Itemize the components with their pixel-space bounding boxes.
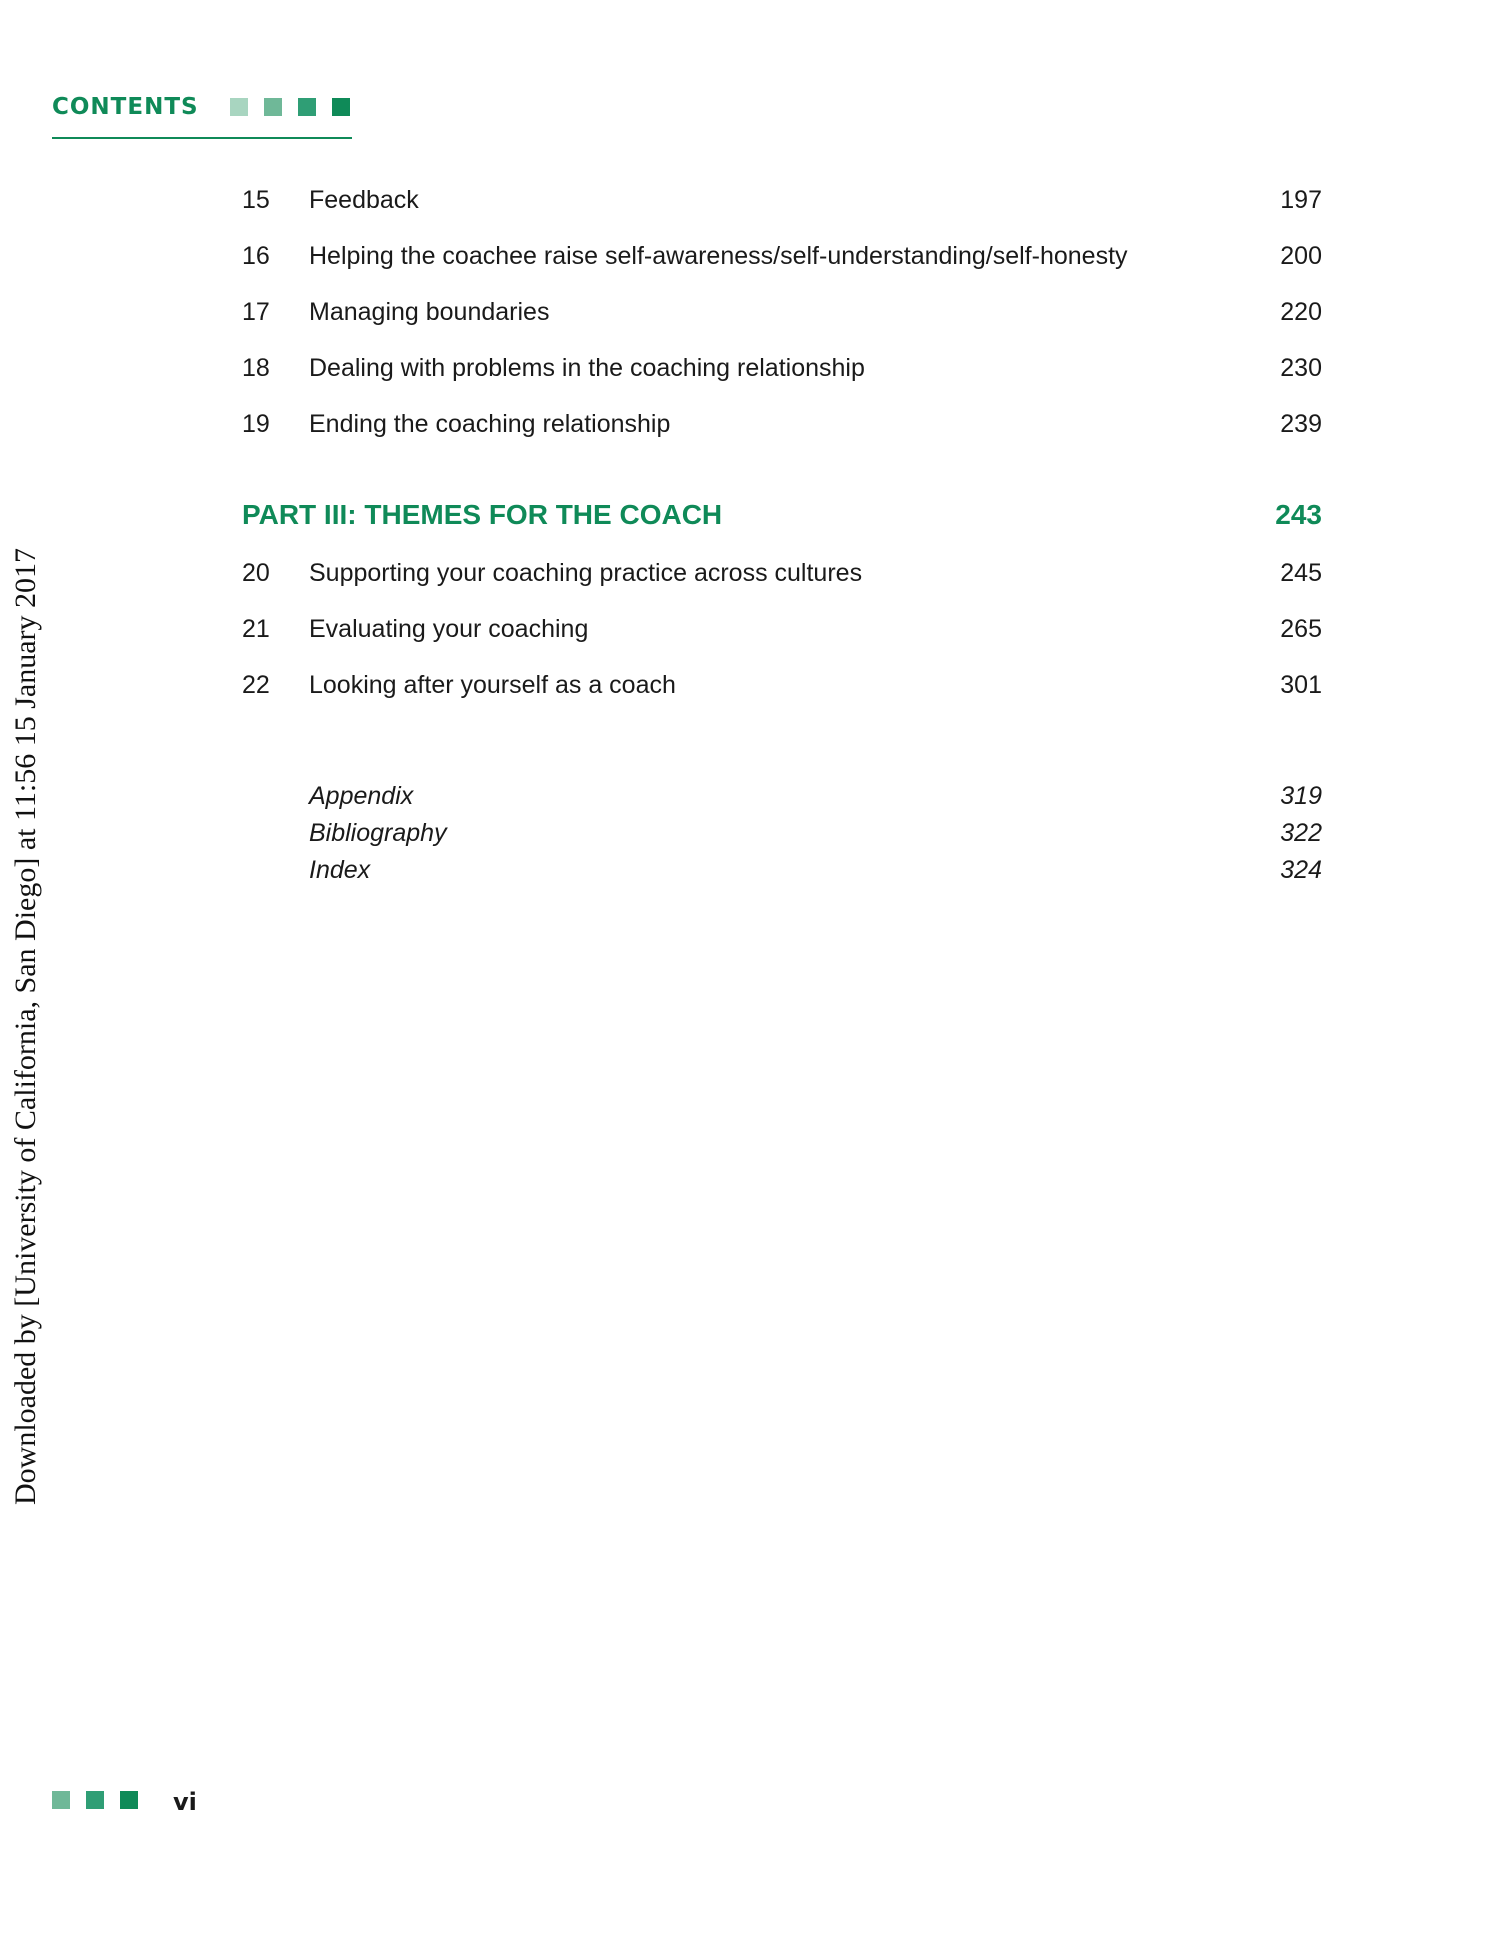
chapter-title: Ending the coaching relationship	[309, 410, 671, 438]
toc-entry[interactable]	[242, 294, 1322, 330]
toc-entry[interactable]	[242, 406, 1322, 442]
toc-entry[interactable]	[242, 182, 1322, 218]
chapter-number: 20	[242, 559, 270, 587]
header-divider	[52, 137, 352, 139]
chapter-number: 18	[242, 354, 270, 382]
page-number: 200	[1280, 242, 1322, 270]
chapter-title: Evaluating your coaching	[309, 615, 589, 643]
page-number: 220	[1280, 298, 1322, 326]
page-number: 301	[1280, 671, 1322, 699]
toc-entry[interactable]	[242, 667, 1322, 703]
toc-entry[interactable]	[242, 611, 1322, 647]
toc-entry[interactable]	[242, 555, 1322, 591]
part-page-number: 243	[1275, 499, 1322, 530]
download-watermark: Downloaded by [University of California, San Diego] at 11:56 15 January 2017	[9, 547, 42, 1505]
toc-entry[interactable]	[242, 350, 1322, 386]
back-matter-entry[interactable]	[242, 778, 1322, 814]
chapter-title: Looking after yourself as a coach	[309, 671, 676, 699]
page-number: 230	[1280, 354, 1322, 382]
page-number: 245	[1280, 559, 1322, 587]
ornament-square	[332, 98, 350, 116]
page-number: 239	[1280, 410, 1322, 438]
ornament-square	[120, 1791, 138, 1809]
back-matter-title: Appendix	[309, 782, 414, 810]
page-footer	[52, 1787, 252, 1827]
ornament-square	[86, 1791, 104, 1809]
part-heading[interactable]	[242, 497, 1322, 533]
chapter-title: Dealing with problems in the coaching relationship	[309, 354, 865, 382]
page-number: 319	[1280, 782, 1322, 810]
header-square-ornament	[230, 98, 350, 116]
page-number: 197	[1280, 186, 1322, 214]
ornament-square	[52, 1791, 70, 1809]
contents-title: CONTENTS	[52, 94, 199, 120]
part-title: PART III: THEMES FOR THE COACH	[242, 499, 723, 530]
chapter-number: 15	[242, 186, 270, 214]
back-matter-title: Index	[309, 856, 371, 884]
chapter-number: 16	[242, 242, 270, 270]
footer-page-number: vi	[173, 1788, 197, 1816]
back-matter-entry[interactable]	[242, 815, 1322, 851]
chapter-number: 22	[242, 671, 270, 699]
chapter-title: Supporting your coaching practice across cultures	[309, 559, 863, 587]
footer-square-ornament	[52, 1791, 138, 1809]
chapter-number: 19	[242, 410, 270, 438]
ornament-square	[298, 98, 316, 116]
chapter-number: 17	[242, 298, 270, 326]
toc-entry[interactable]	[242, 238, 1322, 274]
contents-header	[52, 90, 352, 140]
page-number: 265	[1280, 615, 1322, 643]
chapter-title: Helping the coachee raise self-awareness/self-understanding/self-honesty	[309, 242, 1128, 270]
page-number: 324	[1280, 856, 1322, 884]
ornament-square	[264, 98, 282, 116]
ornament-square	[230, 98, 248, 116]
chapter-title: Managing boundaries	[309, 298, 550, 326]
chapter-title: Feedback	[309, 186, 419, 214]
back-matter-entry[interactable]	[242, 852, 1322, 888]
page-number: 322	[1280, 819, 1322, 847]
back-matter-title: Bibliography	[309, 819, 447, 847]
chapter-number: 21	[242, 615, 270, 643]
